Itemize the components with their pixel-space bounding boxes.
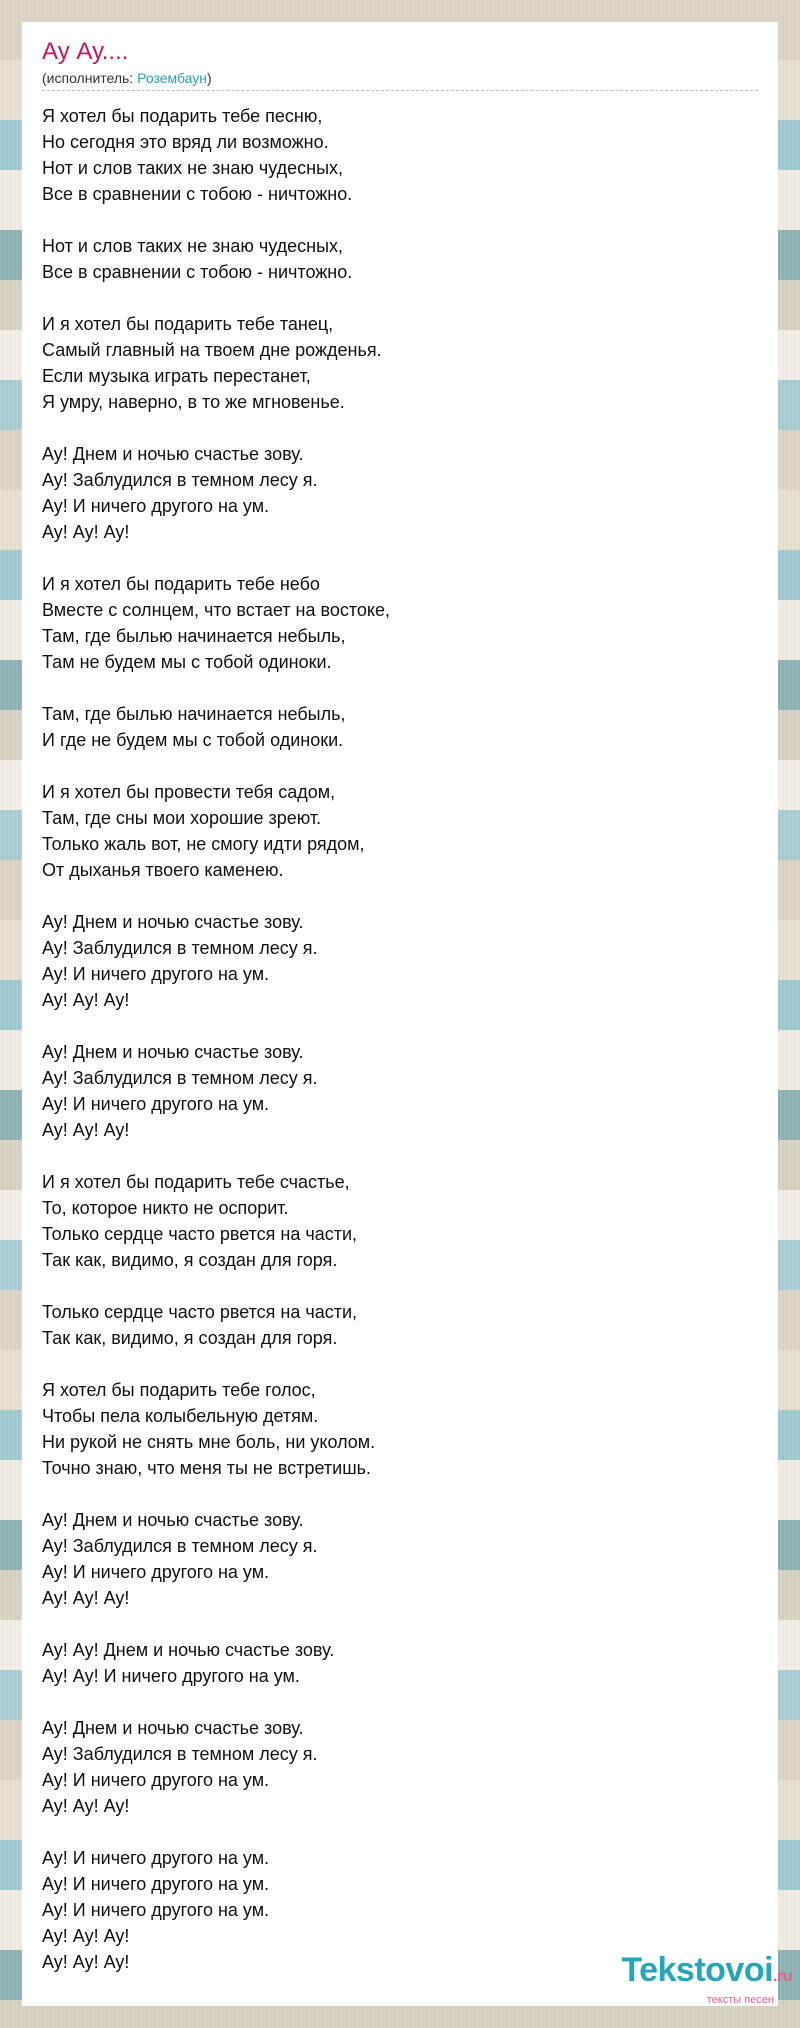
lyric-line: От дыханья твоего каменею. <box>42 860 284 880</box>
lyric-line: Ау! Ау! Ау! <box>42 1796 130 1816</box>
lyric-line: Так как, видимо, я создан для горя. <box>42 1250 338 1270</box>
lyric-line: Ау! Ау! Ау! <box>42 522 130 542</box>
lyric-line: Ау! Днем и ночью счастье зову. <box>42 912 304 932</box>
stanza <box>42 1299 758 1351</box>
lyrics-sheet <box>22 22 778 2006</box>
stanza <box>42 571 758 675</box>
lyric-line: Там, где былью начинается небыль, <box>42 626 346 646</box>
lyric-line: Ау! Ау! И ничего другого на ум. <box>42 1666 300 1686</box>
lyric-line: Там, где былью начинается небыль, <box>42 704 346 724</box>
stanza <box>42 1507 758 1611</box>
lyric-line: Нот и слов таких не знаю чудесных, <box>42 236 344 256</box>
lyric-line: Ау! Ау! Ау! <box>42 1120 130 1140</box>
lyric-line: Ни рукой не снять мне боль, ни уколом. <box>42 1432 376 1452</box>
lyric-line: Ау! Днем и ночью счастье зову. <box>42 1042 304 1062</box>
lyric-line: Ау! Заблудился в темном лесу я. <box>42 1536 318 1556</box>
lyric-line: Все в сравнении с тобою - ничтожно. <box>42 262 353 282</box>
stanza <box>42 1377 758 1481</box>
site-logo[interactable] <box>621 1953 792 2006</box>
lyric-line: Если музыка играть перестанет, <box>42 366 311 386</box>
lyric-line: Ау! И ничего другого на ум. <box>42 1900 270 1920</box>
lyric-line: Точно знаю, что меня ты не встретишь. <box>42 1458 372 1478</box>
lyric-line: Так как, видимо, я создан для горя. <box>42 1328 338 1348</box>
lyric-line: Я хотел бы подарить тебе голос, <box>42 1380 316 1400</box>
lyric-line: Ау! И ничего другого на ум. <box>42 964 270 984</box>
stanza <box>42 1039 758 1143</box>
lyric-line: Ау! Ау! Ау! <box>42 1952 130 1972</box>
lyric-line: И я хотел бы провести тебя садом, <box>42 782 336 802</box>
artist-line <box>42 68 758 91</box>
stanza <box>42 1715 758 1819</box>
logo-tld: .ru <box>773 1968 792 1985</box>
stanza <box>42 779 758 883</box>
lyric-line: Только жаль вот, не смогу идти рядом, <box>42 834 365 854</box>
lyric-line: Ау! Заблудился в темном лесу я. <box>42 470 318 490</box>
stanza <box>42 103 758 207</box>
artist-prefix: (исполнитель: <box>42 70 138 86</box>
lyric-line: Ау! Заблудился в темном лесу я. <box>42 938 318 958</box>
lyric-line: Я хотел бы подарить тебе песню, <box>42 106 323 126</box>
lyric-line: Нот и слов таких не знаю чудесных, <box>42 158 344 178</box>
lyric-line: Ау! Ау! Ау! <box>42 1588 130 1608</box>
logo-tagline: тексты песен <box>706 1994 774 2006</box>
lyrics-body <box>42 103 758 1975</box>
lyric-line: Ау! Днем и ночью счастье зову. <box>42 444 304 464</box>
stanza <box>42 441 758 545</box>
lyric-line: И я хотел бы подарить тебе небо <box>42 574 320 594</box>
lyric-line: Только сердце часто рвется на части, <box>42 1302 358 1322</box>
lyric-line: Там, где сны мои хорошие зреют. <box>42 808 322 828</box>
lyric-line: Но сегодня это вряд ли возможно. <box>42 132 329 152</box>
lyric-line: Ау! Ау! Ау! <box>42 990 130 1010</box>
lyric-line: Ау! Заблудился в темном лесу я. <box>42 1068 318 1088</box>
lyric-line: И я хотел бы подарить тебе счастье, <box>42 1172 350 1192</box>
lyric-line: Там не будем мы с тобой одиноки. <box>42 652 332 672</box>
lyric-line: Ау! И ничего другого на ум. <box>42 1562 270 1582</box>
lyric-line: Только сердце часто рвется на части, <box>42 1224 358 1244</box>
lyric-line: Ау! И ничего другого на ум. <box>42 1770 270 1790</box>
lyric-line: Ау! И ничего другого на ум. <box>42 496 270 516</box>
lyric-line: Ау! Заблудился в темном лесу я. <box>42 1744 318 1764</box>
lyric-line: Ау! И ничего другого на ум. <box>42 1874 270 1894</box>
lyric-line: Ау! И ничего другого на ум. <box>42 1094 270 1114</box>
stanza <box>42 233 758 285</box>
lyric-line: И где не будем мы с тобой одиноки. <box>42 730 344 750</box>
lyric-line: То, которое никто не оспорит. <box>42 1198 289 1218</box>
stanza <box>42 311 758 415</box>
lyric-line: Вместе с солнцем, что встает на востоке, <box>42 600 390 620</box>
lyric-line: Все в сравнении с тобою - ничтожно. <box>42 184 353 204</box>
stanza <box>42 701 758 753</box>
artist-link[interactable]: Розембаун <box>137 70 208 86</box>
stanza <box>42 1169 758 1273</box>
lyric-line: Ау! Днем и ночью счастье зову. <box>42 1718 304 1738</box>
stanza <box>42 1637 758 1689</box>
stanza <box>42 909 758 1013</box>
lyric-line: Самый главный на твоем дне рожденья. <box>42 340 382 360</box>
lyric-line: Ау! Ау! Днем и ночью счастье зову. <box>42 1640 335 1660</box>
logo-text: Tekstovoi <box>621 1951 774 1989</box>
artist-suffix: ) <box>207 70 212 86</box>
lyric-line: Ау! Ау! Ау! <box>42 1926 130 1946</box>
lyric-line: Ау! Днем и ночью счастье зову. <box>42 1510 304 1530</box>
lyric-line: Чтобы пела колыбельную детям. <box>42 1406 319 1426</box>
song-title: Ау Ау.... <box>42 38 129 65</box>
lyric-line: И я хотел бы подарить тебе танец, <box>42 314 334 334</box>
lyric-line: Я умру, наверно, в то же мгновенье. <box>42 392 345 412</box>
lyric-line: Ау! И ничего другого на ум. <box>42 1848 270 1868</box>
